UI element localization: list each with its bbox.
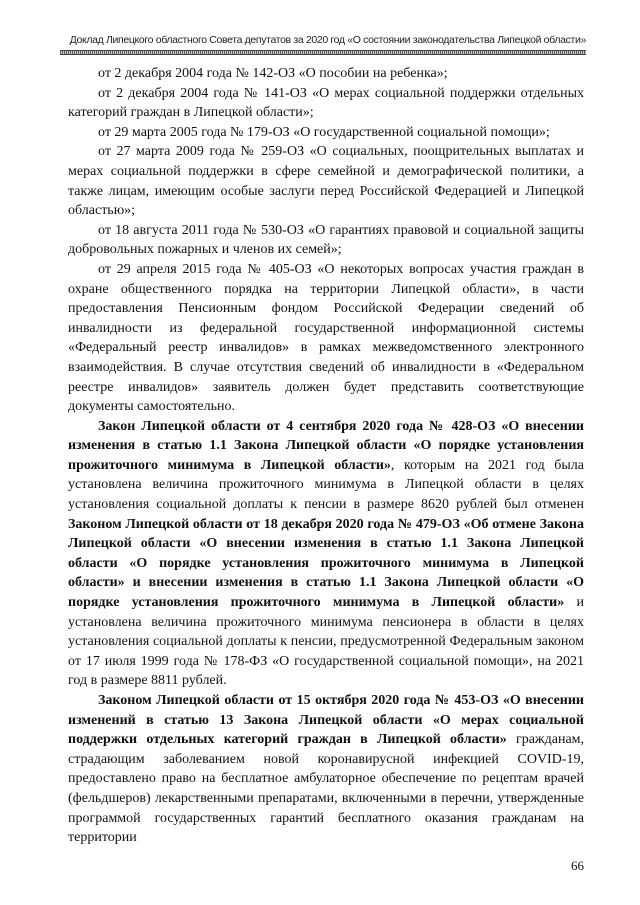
law-479-text: и установлена величина прожиточного минимума пенсионера в области в целях установления социальной доплаты к пенсии, предусмотренной Федеральным законом от 17 июля 1999 года № 178-ФЗ «О государственной социальной помощи», на 2021 год в размере 8811 рублей. <box>68 595 584 689</box>
document-body <box>68 64 584 848</box>
law-list-item: от 29 апреля 2015 года № 405-ОЗ «О некоторых вопросах участия граждан в охране общественного порядка на территории Липецкой области», в части предоставления Пенсионным фондом Российской Федерации сведений об инвалидности из федеральной государственной информационной системы «Федеральный реестр инвалидов» в рамках межведомственного электронного взаимодействия. В случае отсутствия сведений об инвалидности в «Федеральном реестре инвалидов» заявитель должен будет представить соответствующие документы самостоятельно. <box>68 261 584 415</box>
law-list-item: от 2 декабря 2004 года № 141-ОЗ «О мерах социальной поддержки отдельных категорий граждан в Липецкой области»; <box>68 85 584 121</box>
document-header: Доклад Липецкого областного Совета депутатов за 2020 год «О состоянии законодательства Липецкой области» <box>69 34 586 46</box>
paragraph-law-453 <box>68 691 584 848</box>
law-453-text: гражданам, страдающим заболеванием новой коронавирусной инфекцией COVID-19, предоставлено право на бесплатное амбулаторное обеспечение по рецептам врачей (фельдшеров) лекарственными препаратами, включенными в перечни, утвержденные программой государственных гарантий бесплатного оказания гражданам на территории <box>68 732 585 846</box>
paragraph-law-428 <box>68 417 584 691</box>
page-number: 66 <box>571 858 584 873</box>
law-list-item: от 29 марта 2005 года № 179-ОЗ «О государственной социальной помощи»; <box>98 124 550 140</box>
law-428-title: Закон Липецкой области от 4 сентября 2020 года № 428-ОЗ «О внесении изменения в статью 1.1 Закона Липецкой области «О порядке установления прожиточного минимума в Липецкой области» <box>68 418 584 473</box>
header-divider <box>60 50 586 55</box>
law-list-item: от 18 августа 2011 года № 530-ОЗ «О гарантиях правовой и социальной защиты добровольных пожарных и членов их семей»; <box>68 222 584 258</box>
law-453-title: Законом Липецкой области от 15 октября 2020 года № 453-ОЗ «О внесении изменений в статью 13 Закона Липецкой области «О мерах социальной поддержки отдельных категорий граждан в Липецкой области» <box>68 693 584 748</box>
law-list-item: от 27 марта 2009 года № 259-ОЗ «О социальных, поощрительных выплатах и мерах социальной поддержки в сфере семейной и демографической политики, а также лицам, имеющим особые заслуги перед Российской Федерацией и Липецкой областью»; <box>68 144 584 219</box>
law-479-title: Законом Липецкой области от 18 декабря 2020 года № 479-ОЗ «Об отмене Закона Липецкой области «О внесении изменения в статью 1.1 Закона Липецкой области «О порядке установления прожиточного минимума в Липецкой области» и внесении изменения в статью 1.1 Закона Липецкой области «О порядке установления прожиточного минимума в Липецкой области» <box>68 516 584 611</box>
law-428-text: , которым на 2021 год была установлена величина прожиточного минимума в Липецкой области в целях установления социальной доплаты к пенсии в размере 8620 рублей был отменен <box>68 457 585 513</box>
law-list-item: от 2 декабря 2004 года № 142-ОЗ «О пособии на ребенка»; <box>98 66 448 81</box>
